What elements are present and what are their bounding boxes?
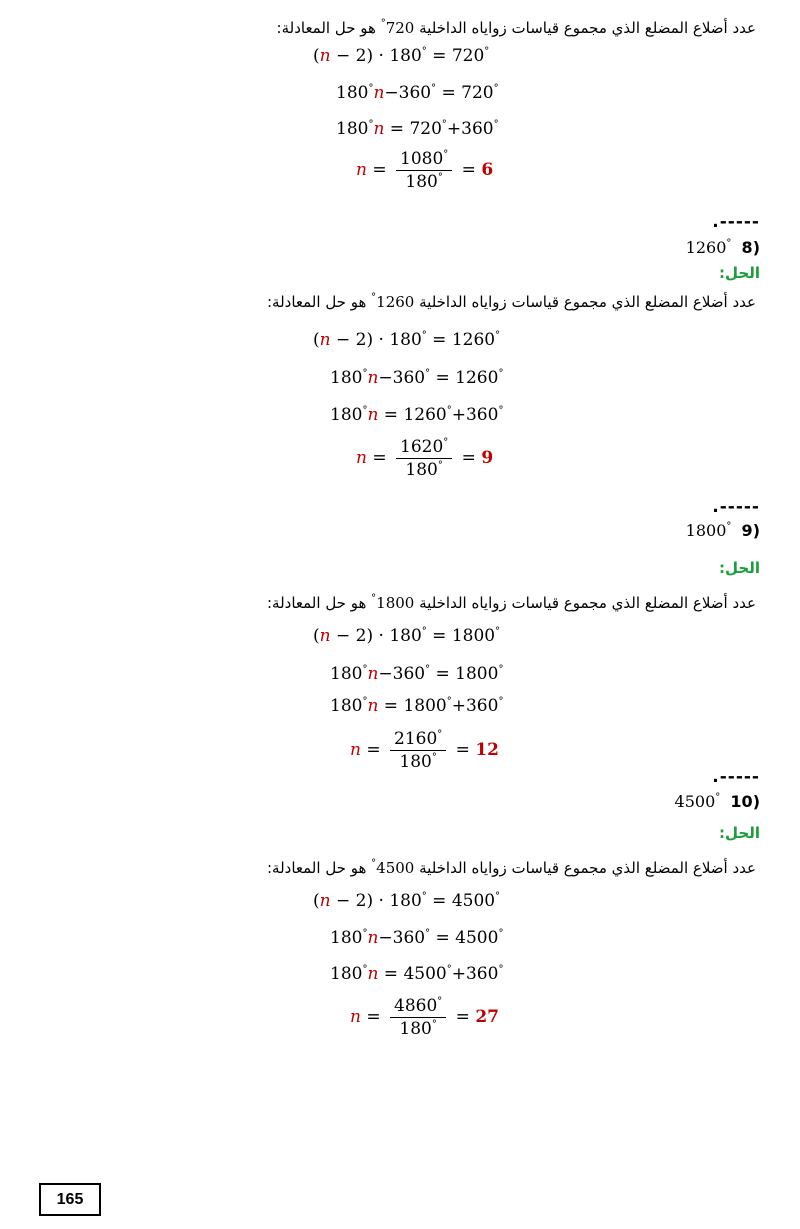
separator: .----- [712, 767, 760, 787]
equation-2: 180°n−360° = 1260° [330, 368, 504, 388]
separator: .----- [712, 212, 760, 232]
equation-2: 180°n−360° = 4500° [330, 928, 504, 948]
equation-3: 180°n = 720°+360° [336, 119, 499, 139]
problem-statement: عدد أضلاع المضلع الذي مجموع قياسات زواياه الداخلية 1260° هو حل المعادلة: [266, 292, 756, 311]
answer: 12 [475, 740, 500, 760]
problem-statement: عدد أضلاع المضلع الذي مجموع قياسات زواياه الداخلية 1800° هو حل المعادلة: [266, 593, 756, 612]
solution-label: الحل: [719, 264, 760, 282]
answer: 9 [481, 448, 494, 468]
equation-2: 180°n−360° = 1800° [330, 664, 504, 684]
equation-fraction: n = $\frac{1080^\circ}{180^\circ}$ = 6 [356, 149, 494, 192]
equation-fraction: n = $\frac{2160^\circ}{180^\circ}$ = 12 [350, 729, 500, 772]
answer: 6 [481, 160, 494, 180]
equation-fraction: n = $\frac{1620^\circ}{180^\circ}$ = 9 [356, 437, 494, 480]
equation-1: (n − 2) · 180° = 4500° [313, 891, 501, 911]
equation-2: 180°n−360° = 720° [336, 83, 499, 103]
problem-statement: عدد أضلاع المضلع الذي مجموع قياسات زواياه الداخلية 720° هو حل المعادلة: [276, 18, 756, 37]
fraction: $\frac{4860^\circ}{180^\circ}$ [390, 996, 446, 1039]
fraction: $\frac{1620^\circ}{180^\circ}$ [396, 437, 452, 480]
solution-label: الحل: [719, 824, 760, 842]
separator: .----- [712, 497, 760, 517]
question-header: 1800° 9) [685, 521, 760, 540]
question-header: 4500° 10) [674, 792, 760, 811]
equation-1: (n − 2) · 180° = 1800° [313, 626, 501, 646]
answer: 27 [475, 1007, 500, 1027]
equation-1: (n − 2) · 180° = 1260° [313, 330, 501, 350]
fraction: $\frac{1080^\circ}{180^\circ}$ [396, 149, 452, 192]
equation-3: 180°n = 1260°+360° [330, 405, 504, 425]
fraction: $\frac{2160^\circ}{180^\circ}$ [390, 729, 446, 772]
page-number: 165 [39, 1183, 101, 1216]
solution-label: الحل: [719, 559, 760, 577]
question-header: 1260° 8) [685, 238, 760, 257]
problem-statement: عدد أضلاع المضلع الذي مجموع قياسات زواياه الداخلية 4500° هو حل المعادلة: [266, 858, 756, 877]
equation-1: (n − 2) · 180° = 720° [313, 46, 490, 66]
equation-3: 180°n = 1800°+360° [330, 696, 504, 716]
equation-fraction: n = $\frac{4860^\circ}{180^\circ}$ = 27 [350, 996, 500, 1039]
equation-3: 180°n = 4500°+360° [330, 964, 504, 984]
